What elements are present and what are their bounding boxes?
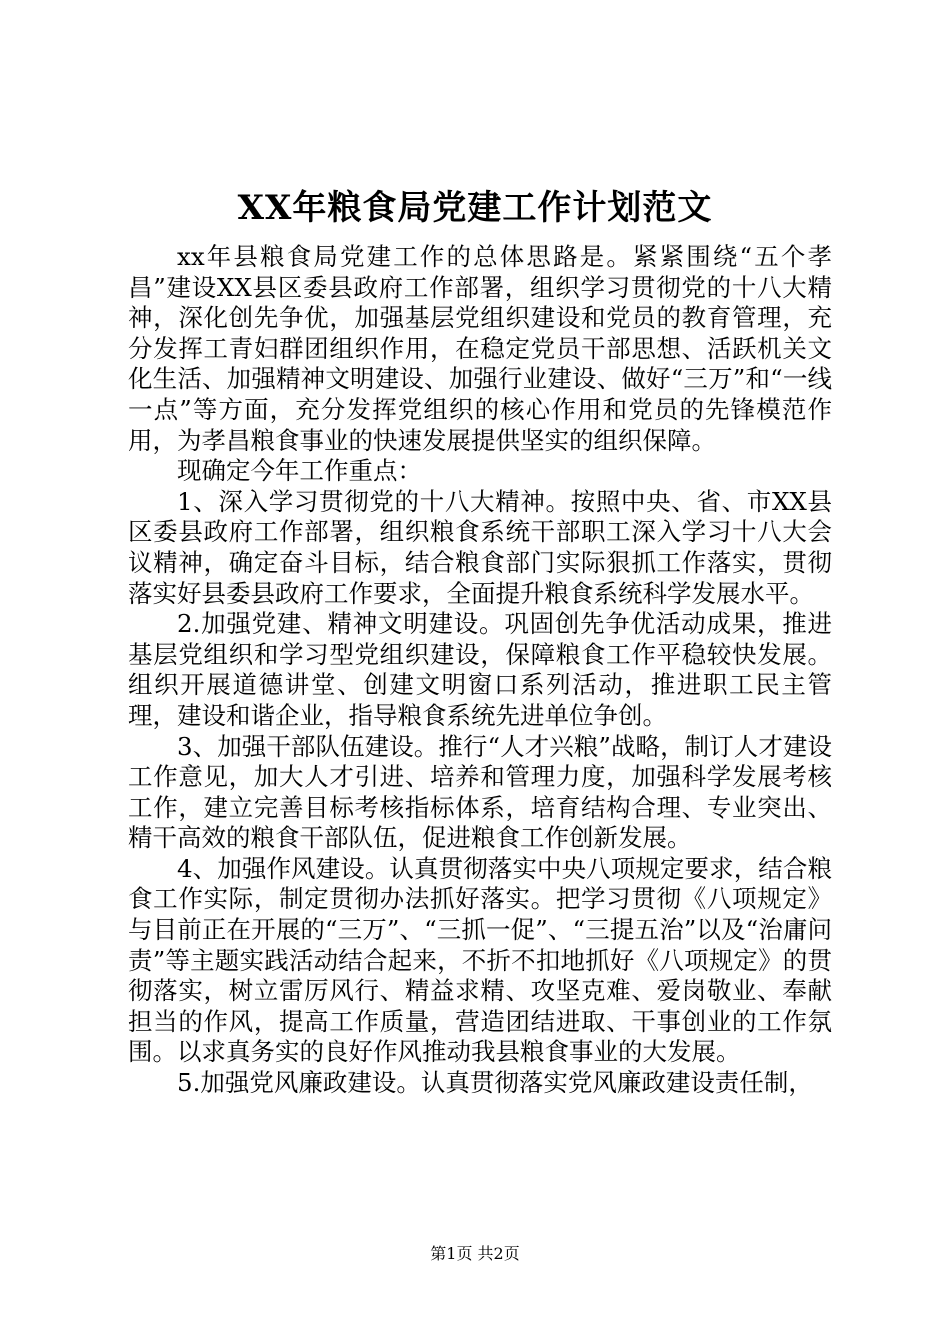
paragraph-intro: xx年县粮食局党建工作的总体思路是。紧紧围绕“五个孝昌”建设XX县区委县政府工作部署，组织学习贯彻党的十八大精神，深化创先争优，加强基层党组织建设和党员的教育管理，充分发挥工青妇群团组织作用，在稳定党员干部思想、活跃机关文化生活、加强精神文明建设、加强行业建设、做好“三万”和“一线一点”等方面，充分发挥党组织的核心作用和党员的先锋模范作用，为孝昌粮食事业的快速发展提供坚实的组织保障。	[128, 242, 832, 455]
paragraph-item-4: 4、加强作风建设。认真贯彻落实中央八项规定要求，结合粮食工作实际，制定贯彻办法抓好落实。把学习贯彻《八项规定》与目前正在开展的“三万”、“三抓一促”、“三提五治”以及“治庸问责”等主题实践活动结合起来，不折不扣地抓好《八项规定》的贯彻落实，树立雷厉风行、精益求精、攻坚克难、爱岗敬业、奉献担当的作风，提高工作质量，营造团结进取、干事创业的工作氛围。以求真务实的良好作风推动我县粮食事业的大发展。	[128, 853, 832, 1067]
paragraph-key-points-heading: 现确定今年工作重点：	[177, 456, 422, 486]
page-number-footer: 第1页 共2页	[430, 1244, 520, 1263]
document-title: XX年粮食局党建工作计划范文	[237, 188, 713, 228]
paragraph-item-5: 5.加强党风廉政建设。认真贯彻落实党风廉政建设责任制，	[177, 1068, 813, 1098]
paragraph-item-3: 3、加强干部队伍建设。推行“人才兴粮”战略，制订人才建设工作意见，加大人才引进、培养和管理力度，加强科学发展考核工作，建立完善目标考核指标体系，培育结构合理、专业突出、精干高效的粮食干部队伍，促进粮食工作创新发展。	[128, 731, 832, 853]
paragraph-item-1: 1、深入学习贯彻党的十八大精神。按照中央、省、市XX县区委县政府工作部署，组织粮食系统干部职工深入学习十八大会议精神，确定奋斗目标，结合粮食部门实际狠抓工作落实，贯彻落实好县委县政府工作要求，全面提升粮食系统科学发展水平。	[128, 486, 832, 608]
document-body	[128, 242, 832, 1099]
paragraph-item-2: 2.加强党建、精神文明建设。巩固创先争优活动成果，推进基层党组织和学习型党组织建设，保障粮食工作平稳较快发展。组织开展道德讲堂、创建文明窗口系列活动，推进职工民主管理，建设和谐企业，指导粮食系统先进单位争创。	[128, 609, 832, 730]
